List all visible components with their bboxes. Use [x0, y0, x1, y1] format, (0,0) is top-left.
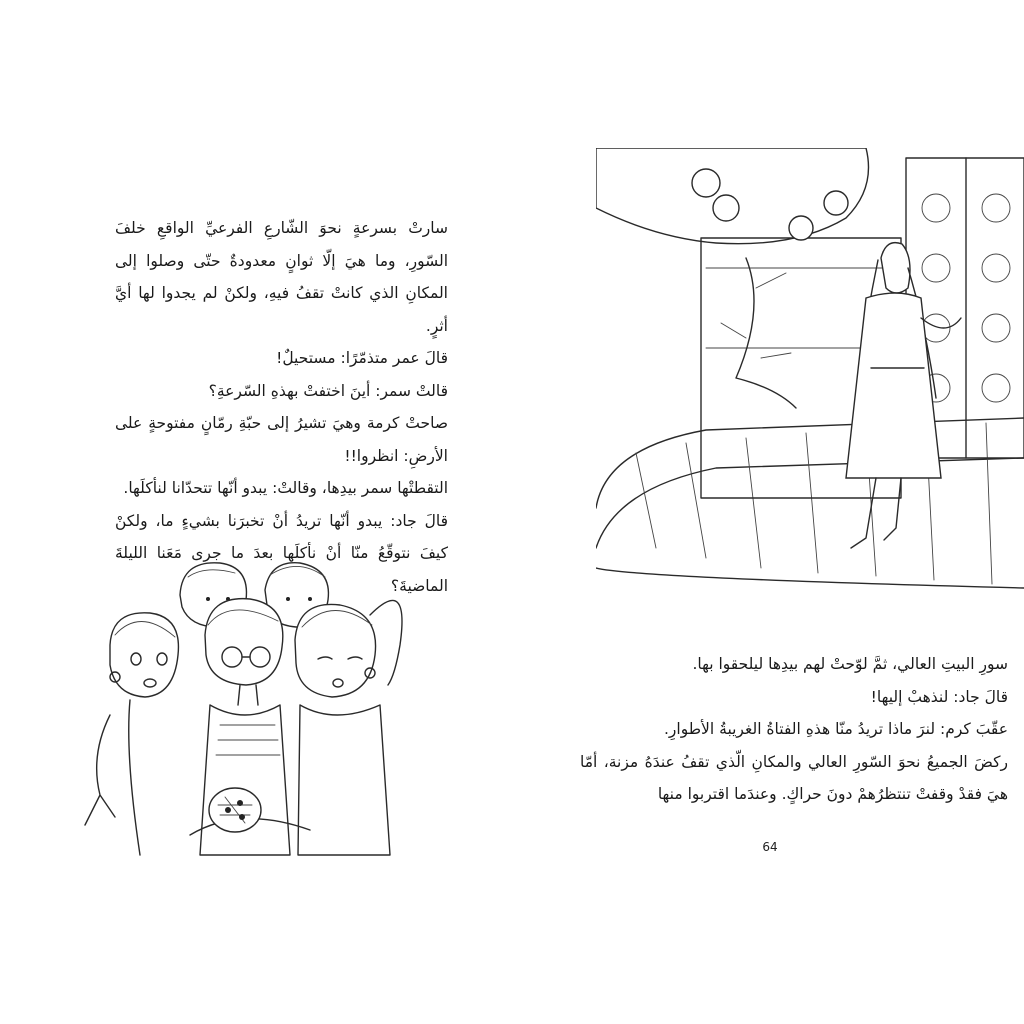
right-page-text: [580, 648, 1008, 811]
child-right: [295, 600, 402, 855]
paragraph: قالَ عمر متذمّرًا: مستحيلٌ!: [276, 349, 448, 367]
page-number: 64: [762, 840, 778, 854]
paragraph: التقطتْها سمر بيدِها، وقالتْ: يبدو أنّها تتحدّانا لنأكلَها.: [123, 479, 448, 497]
curved-pavement: [596, 418, 1024, 588]
paragraph: سارتْ بسرعةٍ نحوَ الشّارعِ الفرعيِّ الواقعِ خلفَ السّورِ، وما هيَ إلّا ثوانٍ معدودةٌ حتّى وصلوا إلى المكانِ الذي كانتْ تقفُ فيهِ، ولكنْ لم يجدوا لها أيَّ أثرٍ.: [115, 219, 448, 335]
left-page-text: [115, 212, 448, 602]
pomegranate-in-hands: [190, 788, 310, 835]
pomegranate-tree: [596, 148, 869, 408]
paragraph: قالَ جاد: لنذهبْ إليها!: [870, 687, 1008, 706]
paragraph: عقّبَ كرم: لنرَ ماذا تريدُ منّا هذهِ الفتاةُ الغريبةُ الأطوارِ.: [664, 720, 1008, 738]
paragraph: سورِ البيتِ العالي، ثمَّ لوّحتْ لهم بيدِها ليلحقوا بها.: [692, 655, 1008, 673]
right-page: [512, 0, 1024, 1024]
girl-figure: [846, 243, 961, 548]
gate-illustration: [596, 148, 1024, 618]
paragraph: قالَ جاد: يبدو أنّها تريدُ أنْ تخبرَنا بشيءٍ ما، ولكنْ كيفَ نتوقّعُ منّا أنْ نأكلَها بعدَ ما جرى مَعَنا الليلةَ الماضيةَ؟: [115, 511, 448, 595]
paragraph: ركضَ الجميعُ نحوَ السّورِ العالي والمكانِ الّذي تقفُ عندَهُ مزنة، أمّا هيَ فقدْ وقفتْ تنتظرُهمْ دونَ حراكٍ. وعندَما اقتربوا منها: [580, 752, 1008, 803]
children-illustration: [70, 555, 420, 875]
child-left: [85, 613, 178, 855]
paragraph: صاحتْ كرمة وهيَ تشيرُ إلى حبّةِ رمّانٍ مفتوحةٍ على الأرضِ: انظروا!!: [115, 414, 448, 465]
paragraph: قالتْ سمر: أينَ اختفتْ بهذهِ السّرعةِ؟: [208, 381, 448, 400]
